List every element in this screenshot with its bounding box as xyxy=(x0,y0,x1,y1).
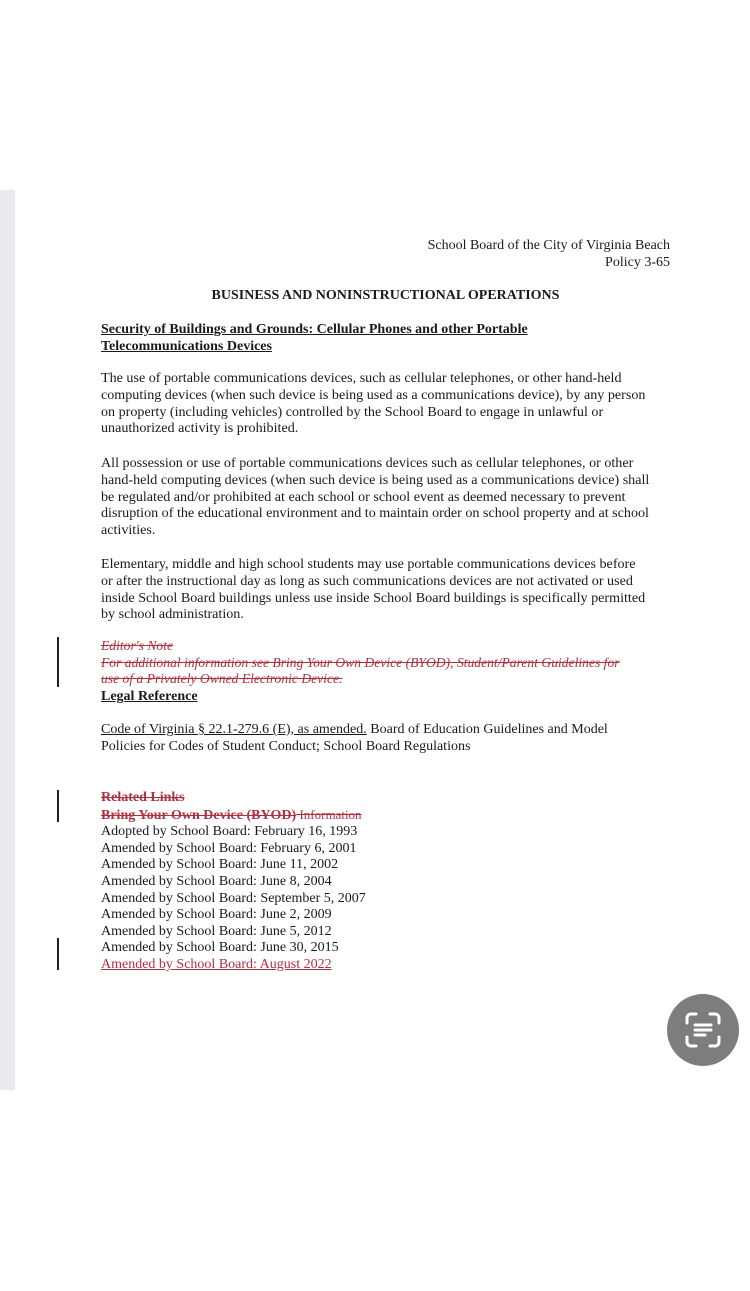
text-scan-button[interactable] xyxy=(667,994,739,1066)
paragraph-3-line: or after the instructional day as long as such communications devices are not activated or used xyxy=(101,572,633,589)
legal-reference-text: Board of Education Guidelines and Model xyxy=(366,722,608,737)
paragraph-3-line: by school administration. xyxy=(101,606,244,623)
document-header xyxy=(101,237,670,271)
history-entry: Amended by School Board: June 2, 2009 xyxy=(101,907,332,923)
history-entry: Amended by School Board: June 5, 2012 xyxy=(101,923,332,939)
paragraph-2-line: activities. xyxy=(101,522,156,539)
history-entry: Amended by School Board: June 8, 2004 xyxy=(101,873,332,889)
legal-reference-heading: Legal Reference xyxy=(101,689,198,704)
paragraph-1-line: computing devices (when such device is being used as a communications device), by any person xyxy=(101,386,646,403)
document-title: BUSINESS AND NONINSTRUCTIONAL OPERATIONS xyxy=(211,288,560,303)
paragraph-3 xyxy=(101,556,671,623)
paragraph-2 xyxy=(101,455,671,539)
paragraph-3-line: Elementary, middle and high school students may use portable communications devices before xyxy=(101,556,636,572)
paragraph-2-line: hand-held computing devices (when such device is being used as a communications device) shall xyxy=(101,471,650,488)
paragraph-1 xyxy=(101,370,671,437)
related-links-section xyxy=(101,790,501,974)
legal-reference-text: Policies for Codes of Student Conduct; School Board Regulations xyxy=(101,739,471,754)
left-scroll-edge xyxy=(0,190,15,1090)
editors-note xyxy=(101,638,671,688)
editors-note-heading: Editor's Note xyxy=(101,638,174,653)
section-heading-line1: Security of Buildings and Grounds: Cellular Phones and other Portable xyxy=(101,322,528,337)
paragraph-3-line: inside School Board buildings unless use inside School Board buildings is specifically permitted xyxy=(101,589,646,606)
editors-note-line: For additional information see Bring Your Own Device (BYOD), Student/Parent Guidelines for xyxy=(101,654,620,670)
history-entry: Amended by School Board: February 6, 2001 xyxy=(101,840,357,856)
text-scan-icon xyxy=(683,1010,723,1050)
paragraph-2-line: disruption of the educational environment and to maintain order on school property and at school xyxy=(101,505,649,522)
section-heading xyxy=(101,321,661,355)
history-entry: Amended by School Board: September 5, 2007 xyxy=(101,890,366,906)
history-entry: Adopted by School Board: February 16, 1993 xyxy=(101,824,358,840)
revision-bar xyxy=(57,637,59,687)
byod-link-suffix: Information xyxy=(296,806,362,822)
editors-note-line: use of a Privately Owned Electronic Device. xyxy=(101,671,343,687)
byod-link[interactable]: Bring Your Own Device (BYOD) xyxy=(101,807,297,823)
related-links-heading: Related Links xyxy=(101,790,185,805)
history-entry: Amended by School Board: June 11, 2002 xyxy=(101,857,339,873)
paragraph-2-line: All possession or use of portable communications devices such as cellular telephones, or other xyxy=(101,455,634,471)
revision-bar xyxy=(57,938,59,970)
paragraph-1-line: The use of portable communications devices, such as cellular telephones, or other hand-held xyxy=(101,370,622,386)
revision-bar xyxy=(57,790,59,822)
section-heading-line2: Telecommunications Devices xyxy=(101,339,272,354)
legal-reference-body xyxy=(101,721,671,755)
paragraph-1-line: unauthorized activity is prohibited. xyxy=(101,420,299,437)
paragraph-2-line: be regulated and/or prohibited at each school or school event as deemed necessary to prevent xyxy=(101,488,626,505)
latest-amendment: Amended by School Board: August 2022 xyxy=(101,956,332,972)
paragraph-1-line: on property (including vehicles) controlled by the School Board to engage in unlawful or xyxy=(101,403,604,420)
history-entry: Amended by School Board: June 30, 2015 xyxy=(101,940,339,956)
code-of-virginia-link[interactable]: Code of Virginia § 22.1-279.6 (E), as amended. xyxy=(101,722,367,737)
policy-number: Policy 3-65 xyxy=(605,255,670,270)
org-name: School Board of the City of Virginia Beach xyxy=(427,238,670,253)
